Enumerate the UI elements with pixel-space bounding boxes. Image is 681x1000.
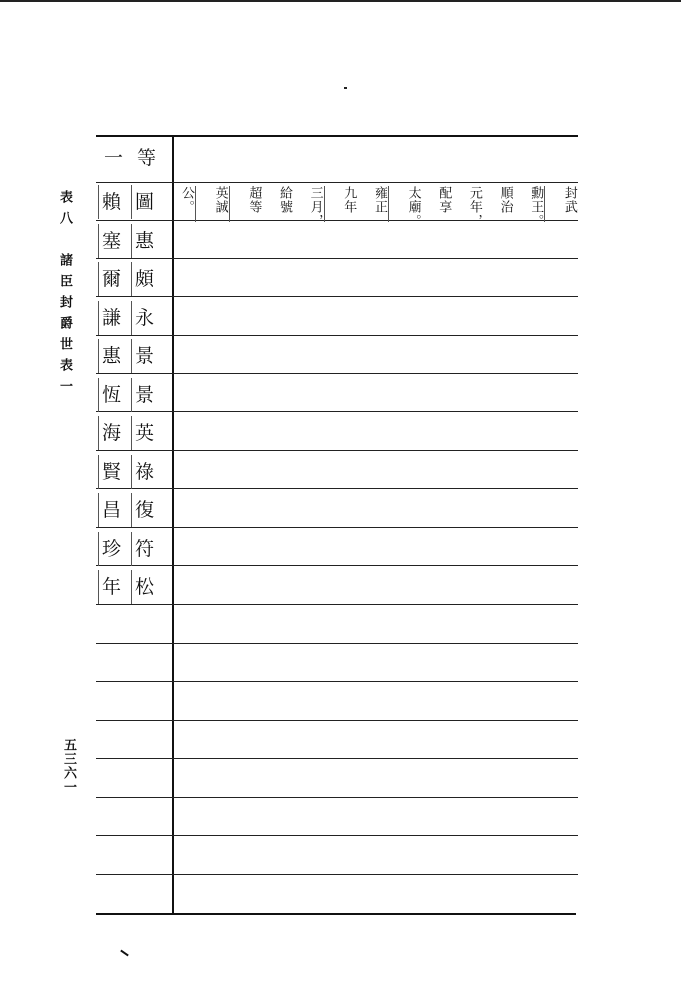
name-cell: [98, 570, 168, 604]
name-char: 景: [131, 378, 164, 412]
entry-column: 給號: [276, 186, 292, 214]
row-rule: [96, 373, 578, 374]
entry-column: 太廟。: [405, 186, 421, 228]
row-rule: [96, 797, 578, 798]
row-rule: [96, 488, 578, 489]
name-cell: [98, 493, 168, 527]
row-rule: [96, 411, 578, 412]
table-bottom-rule: [96, 913, 576, 915]
name-char: 英: [131, 416, 164, 450]
row-rule: [96, 450, 578, 451]
name-char: 祿: [131, 455, 164, 489]
row-rule: [96, 258, 578, 259]
entry-column: 勳王。: [528, 186, 544, 228]
name-char: 符: [131, 532, 164, 566]
name-char: 賢: [98, 455, 131, 489]
entry-text: [179, 186, 577, 228]
page-number: 五三六一: [61, 738, 76, 794]
name-char: 圖: [131, 185, 164, 219]
row-rule: [96, 720, 578, 721]
row-rule: [96, 835, 578, 836]
name-char: 松: [131, 570, 164, 604]
name-cell: [98, 339, 168, 373]
ink-mark: [120, 950, 129, 957]
entry-column: 英誠: [214, 186, 230, 222]
name-cell: [98, 532, 168, 566]
entry-column: 超等: [246, 186, 262, 214]
entry-column: 順治: [497, 186, 513, 214]
entry-column: 雍正: [373, 186, 389, 222]
row-rule: [96, 335, 578, 336]
entry-column: 元年，: [466, 186, 482, 228]
print-speck: [344, 87, 347, 89]
name-char: 恆: [98, 378, 131, 412]
row-rule: [96, 565, 578, 566]
entry-column: 三月，: [307, 186, 323, 228]
name-char: 惠: [98, 339, 131, 373]
entry-column: 配享: [436, 186, 452, 214]
row-rule: [96, 604, 578, 605]
name-cell: [98, 224, 168, 258]
name-char: 珍: [98, 532, 131, 566]
name-char: 復: [131, 493, 164, 527]
top-border-rule: [0, 0, 681, 2]
side-title: 表八 諸臣封爵世表一: [57, 190, 72, 400]
row-rule: [96, 182, 578, 183]
row-rule: [96, 874, 578, 875]
name-char: 謙: [98, 301, 131, 335]
name-char: 昌: [98, 493, 131, 527]
name-char: 海: [98, 416, 131, 450]
row-rule: [96, 681, 578, 682]
name-cell: [98, 455, 168, 489]
name-char: 永: [131, 301, 164, 335]
name-cell: [98, 185, 168, 219]
entry-column: 封武: [561, 186, 577, 214]
entry-column: 公。: [180, 186, 196, 222]
name-cell: [98, 416, 168, 450]
name-cell: [98, 378, 168, 412]
rank-header: 一等: [104, 147, 171, 169]
name-char: 景: [131, 339, 164, 373]
name-char: 塞: [98, 224, 131, 258]
row-rule: [96, 296, 578, 297]
name-char: 賴: [98, 185, 131, 219]
name-cell: [98, 301, 168, 335]
row-rule: [96, 643, 578, 644]
row-rule: [96, 527, 578, 528]
name-cell: [98, 262, 168, 296]
table-top-rule: [96, 135, 578, 137]
name-char: 頗: [131, 262, 164, 296]
name-char: 年: [98, 570, 131, 604]
name-char: 惠: [131, 224, 164, 258]
name-char: 爾: [98, 262, 131, 296]
entry-column: 九年: [341, 186, 357, 214]
row-rule: [96, 758, 578, 759]
